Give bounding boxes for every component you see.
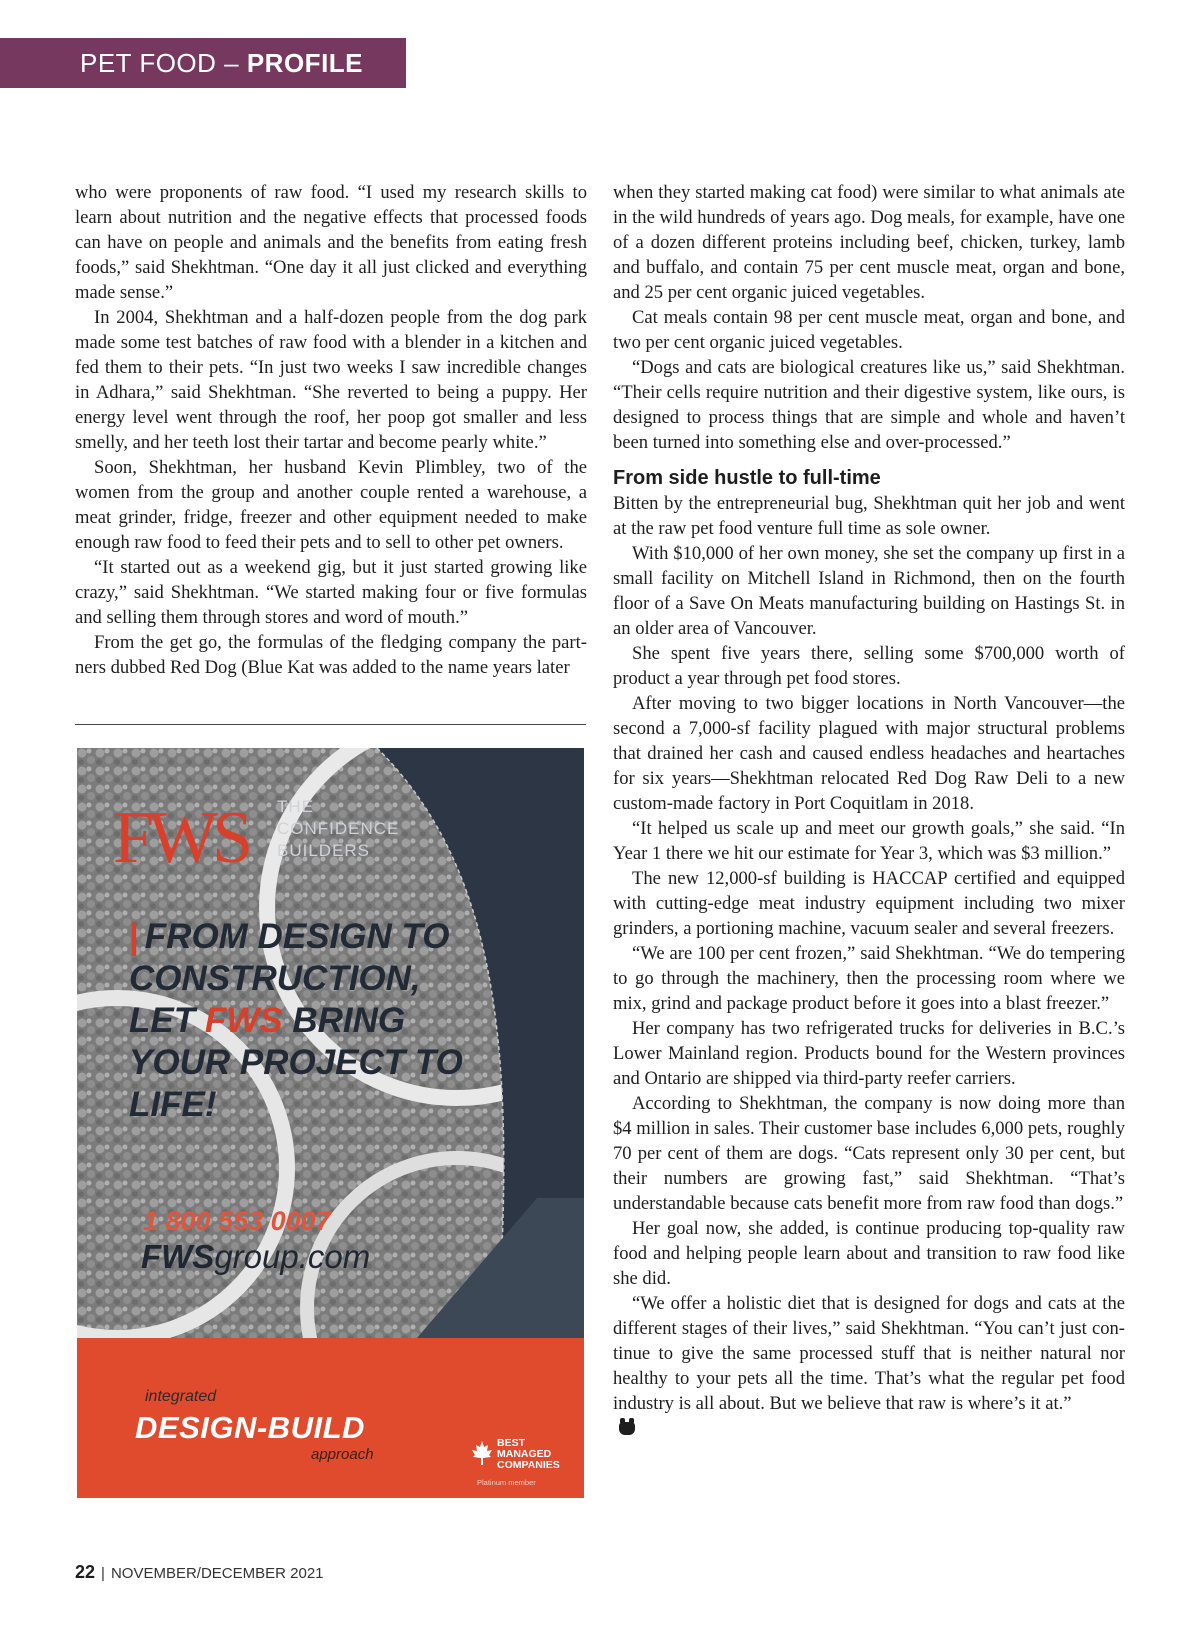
badge-member-label: Platinum member bbox=[477, 1478, 536, 1487]
section-header bbox=[0, 38, 406, 88]
badge-line: COMPANIES bbox=[497, 1459, 560, 1471]
tagline-line: BUILDERS bbox=[277, 841, 371, 860]
paragraph: Bitten by the entrepreneurial bug, Shekhtman quit her job and went at the raw pet food venture full time as sole owner. bbox=[613, 493, 1125, 539]
page-footer bbox=[75, 1562, 324, 1583]
footer-separator: | bbox=[101, 1565, 105, 1582]
badge-text bbox=[497, 1438, 560, 1471]
ad-phone-number[interactable]: 1 800 553 0007 bbox=[143, 1206, 331, 1236]
paragraph: “It helped us scale up and meet our growth goals,” she said. “In Year 1 there we hit our estimate for Year 3, which was $3 million.” bbox=[613, 818, 1125, 864]
web-bold: FWS bbox=[141, 1238, 215, 1275]
column-divider bbox=[75, 724, 586, 725]
ad-design-build-band bbox=[77, 1338, 584, 1498]
article-right-column bbox=[613, 180, 1125, 1441]
paragraph: After moving to two bigger locations in North Vancouver—the second a 7,000-sf facility plagued with major structural problems that drained her cash and caused endless headaches and heartaches for six years—Shekhtman relocated Red Dog Raw Deli to a new custom-made factory in Port Coquitlam in 2018. bbox=[613, 693, 1125, 814]
paragraph: Her company has two refrigerated trucks for deliveries in B.C.’s Lower Mainland region. Products bound for the Western provinces and Ontario are shipped via third-party reefer carriers. bbox=[613, 1018, 1125, 1089]
paragraph: who were proponents of raw food. “I used my research skills to learn about nutrition and the negative effects that processed foods can have on people and animals and the benefits from eating fresh foods,” said Shekhtman. “One day it all just clicked and everything made sense.” bbox=[75, 182, 587, 303]
article-left-column bbox=[75, 180, 587, 680]
paragraph: Soon, Shekhtman, her husband Kevin Plimbley, two of the women from the group and another couple rented a warehouse, a meat grinder, fridge, freezer and other equipment needed to make enough raw food to feed their pets and to sell to other pet owners. bbox=[75, 457, 587, 553]
ad-integrated-label: integrated bbox=[145, 1388, 217, 1405]
paragraph: Cat meals contain 98 per cent muscle meat, organ and bone, and two per cent organic juiced vegetables. bbox=[613, 307, 1125, 353]
headline-text: FROM DESIGN TO CONSTRUCTION, LET bbox=[129, 917, 450, 1040]
fws-logo: FWS bbox=[113, 797, 248, 879]
issue-date: NOVEMBER/DECEMBER 2021 bbox=[110, 1565, 324, 1582]
paragraph: The new 12,000-sf building is HACCAP certified and equipped with cutting-edge meat industry equipment including two mixer grinders, a portioning machine, vacuum sealer and several freezers. bbox=[613, 868, 1125, 939]
maple-leaf-icon bbox=[471, 1440, 493, 1466]
ad-website-link[interactable] bbox=[141, 1238, 370, 1276]
paragraph: “Dogs and cats are biological creatures like us,” said Shekhtman. “Their cells require nutrition and their digestive system, like ours, is designed to process things that are simple and whole and haven’t been turned into something else and over-processed.” bbox=[613, 357, 1125, 453]
ad-tagline bbox=[277, 796, 399, 862]
headline-text: BRING YOUR PROJECT TO LIFE! bbox=[129, 1001, 463, 1124]
paragraph: According to Shekhtman, the company is now doing more than $4 million in sales. Their customer base includes 6,000 pets, roughly 70 per cent of them are dogs. “Cats represent only 30 per cent, but their numbers are growing fast,” said Shekhtman. “That’s understandable because cats benefit more from raw food than dogs.” bbox=[613, 1093, 1125, 1214]
paragraph: She spent five years there, selling some $700,000 worth of product a year through pet food stores. bbox=[613, 643, 1125, 689]
web-light: group.com bbox=[214, 1238, 371, 1275]
headline-bar: | bbox=[129, 917, 139, 956]
best-managed-companies-badge bbox=[471, 1434, 561, 1487]
tagline-line: THE bbox=[277, 797, 314, 816]
paragraph: “We offer a holistic diet that is designed for dogs and cats at the different stages of their lives,” said Shekhtman. “You can’t just continue to give the same processed stuff that is neither natural nor healthy to your pets all the time. That’s what the regular pet food industry is all about. But we believe that raw is where’s it at.” bbox=[613, 1293, 1125, 1414]
ad-design-build-label: DESIGN-BUILD bbox=[135, 1410, 365, 1445]
badge-line: BEST bbox=[497, 1437, 526, 1449]
paragraph: “It started out as a weekend gig, but it just started growing like crazy,” said Shekhtman. “We started making four or five formulas and selling them through stores and word of mouth.” bbox=[75, 557, 587, 628]
end-of-article-icon bbox=[619, 1422, 635, 1435]
page-number: 22 bbox=[75, 1562, 96, 1582]
tagline-line: CONFIDENCE bbox=[277, 819, 400, 838]
paragraph: With $10,000 of her own money, she set the company up first in a small facility on Mitchell Island in Richmond, then on the fourth floor of a Save On Meats manufacturing building on Hastings St. in an older area of Vancouver. bbox=[613, 543, 1125, 639]
paragraph: Her goal now, she added, is continue producing top-quality raw food and helping people learn about and transition to raw food like she did. bbox=[613, 1218, 1125, 1289]
subheading: From side hustle to full-time bbox=[613, 467, 881, 489]
ad-approach-label: approach bbox=[311, 1446, 374, 1463]
ad-headline bbox=[129, 916, 489, 1126]
badge-line: MANAGED bbox=[497, 1448, 552, 1460]
paragraph: In 2004, Shekhtman and a half-dozen people from the dog park made some test batches of raw food with a blender in a kitchen and fed them to their pets. “In just two weeks I saw incredible changes in Adhara,” said Shekhtman. “She reverted to being a puppy. Her energy level went through the roof, her poop got smaller and less smelly, and her teeth lost their tartar and become pearly white.” bbox=[75, 307, 587, 453]
section-label: PET FOOD – bbox=[80, 48, 247, 78]
paragraph: when they started making cat food) were similar to what animals ate in the wild hundreds of years ago. Dog meals, for example, have one of a dozen different proteins including beef, chicken, turkey, lamb and buffalo, and contain 75 per cent muscle meat, organ and bone, and 25 per cent organic juiced vegetables. bbox=[613, 182, 1125, 303]
fws-advertisement[interactable] bbox=[77, 748, 584, 1498]
subsection-label: PROFILE bbox=[246, 48, 364, 78]
headline-accent: FWS bbox=[204, 1001, 283, 1040]
paragraph: From the get go, the formulas of the fledging company the partners dubbed Red Dog (Blue Kat was added to the name years later bbox=[75, 632, 587, 678]
paragraph: “We are 100 per cent frozen,” said Shekhtman. “We do tempering to go through the machinery, then the processing room where we mix, grind and package product before it goes into a blast freezer.” bbox=[613, 943, 1125, 1014]
